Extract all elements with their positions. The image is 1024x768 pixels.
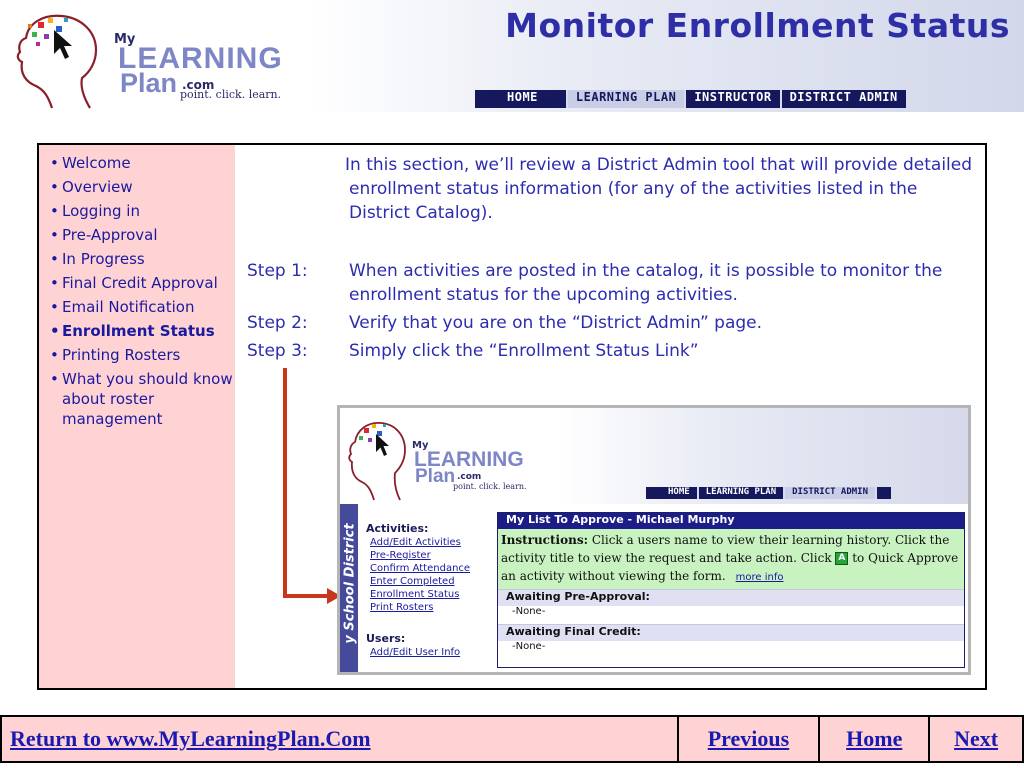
- inner-logo-com: .com: [457, 472, 482, 482]
- sidebar-item-roster-management[interactable]: • What you should know about roster management: [47, 369, 235, 429]
- instructions-box: [498, 529, 964, 589]
- inner-header: [340, 408, 968, 504]
- link-enter-completed[interactable]: Enter Completed: [370, 576, 455, 587]
- inner-logo-learning: LEARNING: [414, 448, 524, 471]
- nav-tab-home[interactable]: HOME: [475, 90, 566, 108]
- step-1-label: Step 1:: [247, 261, 308, 281]
- link-add-edit-user-info[interactable]: Add/Edit User Info: [370, 647, 461, 658]
- link-pre-register[interactable]: Pre-Register: [370, 550, 431, 561]
- instructions-text-2: to Quick Approve an activity without viewing the form.: [501, 551, 959, 583]
- pointer-arrow-bend: [283, 594, 329, 598]
- users-heading: Users:: [366, 632, 406, 645]
- step-2-text: Verify that you are on the “District Admin” page.: [349, 313, 763, 333]
- link-add-edit-activities[interactable]: Add/Edit Activities: [370, 537, 461, 548]
- logo-com-text: .com: [182, 78, 215, 92]
- instructions-label: Instructions:: [501, 533, 589, 547]
- logo-tagline: point. click. learn.: [180, 88, 282, 101]
- sidebar-item-enrollment-status[interactable]: • Enrollment Status: [47, 321, 235, 341]
- sidebar-item-printing-rosters[interactable]: • Printing Rosters: [47, 345, 235, 365]
- sidebar: [39, 145, 235, 688]
- inner-logo-tagline: point. click. learn.: [453, 482, 527, 491]
- step-3-label: Step 3:: [247, 341, 308, 361]
- awaiting-pre-approval-value: -None-: [512, 606, 546, 617]
- logo-plan-text: Plan: [120, 68, 178, 98]
- step-1-text: When activities are posted in the catalog, it is possible to monitor the enrollment status for the upcoming activities.: [349, 261, 943, 305]
- nav-tab-learning-plan[interactable]: LEARNING PLAN: [566, 90, 684, 108]
- quick-approve-icon[interactable]: A: [835, 552, 848, 565]
- sidebar-list: [39, 145, 235, 429]
- sidebar-item-welcome[interactable]: • Welcome: [47, 153, 235, 173]
- inner-logo-my: My: [412, 440, 429, 451]
- next-link[interactable]: Next: [929, 716, 1023, 762]
- awaiting-pre-approval-header: Awaiting Pre-Approval:: [498, 589, 964, 606]
- embedded-screenshot: [337, 405, 971, 675]
- sidebar-item-pre-approval[interactable]: • Pre-Approval: [47, 225, 235, 245]
- sidebar-item-final-credit-approval[interactable]: • Final Credit Approval: [47, 273, 235, 293]
- sidebar-item-in-progress[interactable]: • In Progress: [47, 249, 235, 269]
- inner-nav-district-admin[interactable]: DISTRICT ADMIN: [783, 487, 875, 499]
- instructions-text-1: Click a users name to view their learning history. Click the activity title to view the request and take action. Click: [501, 533, 950, 565]
- step-2-label: Step 2:: [247, 313, 308, 333]
- link-print-rosters[interactable]: Print Rosters: [370, 602, 434, 613]
- awaiting-final-credit-value: -None-: [512, 641, 546, 652]
- top-navigation: [475, 90, 906, 108]
- home-link[interactable]: Home: [819, 716, 929, 762]
- inner-admin-menu: [366, 520, 494, 659]
- previous-link[interactable]: Previous: [678, 716, 820, 762]
- head-profile-icon: [8, 4, 118, 110]
- nav-tab-instructor[interactable]: INSTRUCTOR: [684, 90, 779, 108]
- step-3-text: Simply click the “Enrollment Status Link”: [349, 341, 699, 361]
- inner-logo-plan: Plan: [415, 466, 456, 487]
- activities-heading: Activities:: [366, 522, 429, 535]
- approval-panel: [497, 512, 965, 668]
- inner-navigation: [646, 487, 891, 499]
- logo-my-text: My: [114, 32, 136, 47]
- awaiting-final-credit-header: Awaiting Final Credit:: [498, 624, 964, 641]
- inner-nav-home[interactable]: HOME: [646, 487, 697, 499]
- footer-navigation: [0, 715, 1024, 763]
- sidebar-item-email-notification[interactable]: • Email Notification: [47, 297, 235, 317]
- nav-tab-district-admin[interactable]: DISTRICT ADMIN: [780, 90, 906, 108]
- page-header: [0, 0, 1024, 112]
- pointer-arrow-shaft: [283, 368, 287, 598]
- district-name-text: y School District: [342, 523, 358, 644]
- inner-nav-end-cap: [875, 487, 891, 499]
- more-info-link[interactable]: more info: [735, 572, 784, 583]
- intro-paragraph: In this section, we’ll review a District Admin tool that will provide detailed enrollment status information (for any of the activities listed in the District Catalog).: [345, 155, 973, 223]
- sidebar-item-logging-in[interactable]: • Logging in: [47, 201, 235, 221]
- inner-nav-learning-plan[interactable]: LEARNING PLAN: [697, 487, 783, 499]
- mylearningplan-logo[interactable]: [8, 4, 318, 110]
- page-title: Monitor Enrollment Status: [505, 6, 1010, 45]
- approval-panel-title: My List To Approve - Michael Murphy: [498, 513, 964, 529]
- link-confirm-attendance[interactable]: Confirm Attendance: [370, 563, 471, 574]
- logo-learning-text: LEARNING: [118, 42, 283, 75]
- district-name-strip: [340, 504, 358, 672]
- sidebar-item-overview[interactable]: • Overview: [47, 177, 235, 197]
- link-enrollment-status[interactable]: Enrollment Status: [370, 589, 460, 600]
- return-to-site-link[interactable]: Return to www.MyLearningPlan.Com: [1, 716, 678, 762]
- inner-head-profile-icon: [342, 412, 422, 502]
